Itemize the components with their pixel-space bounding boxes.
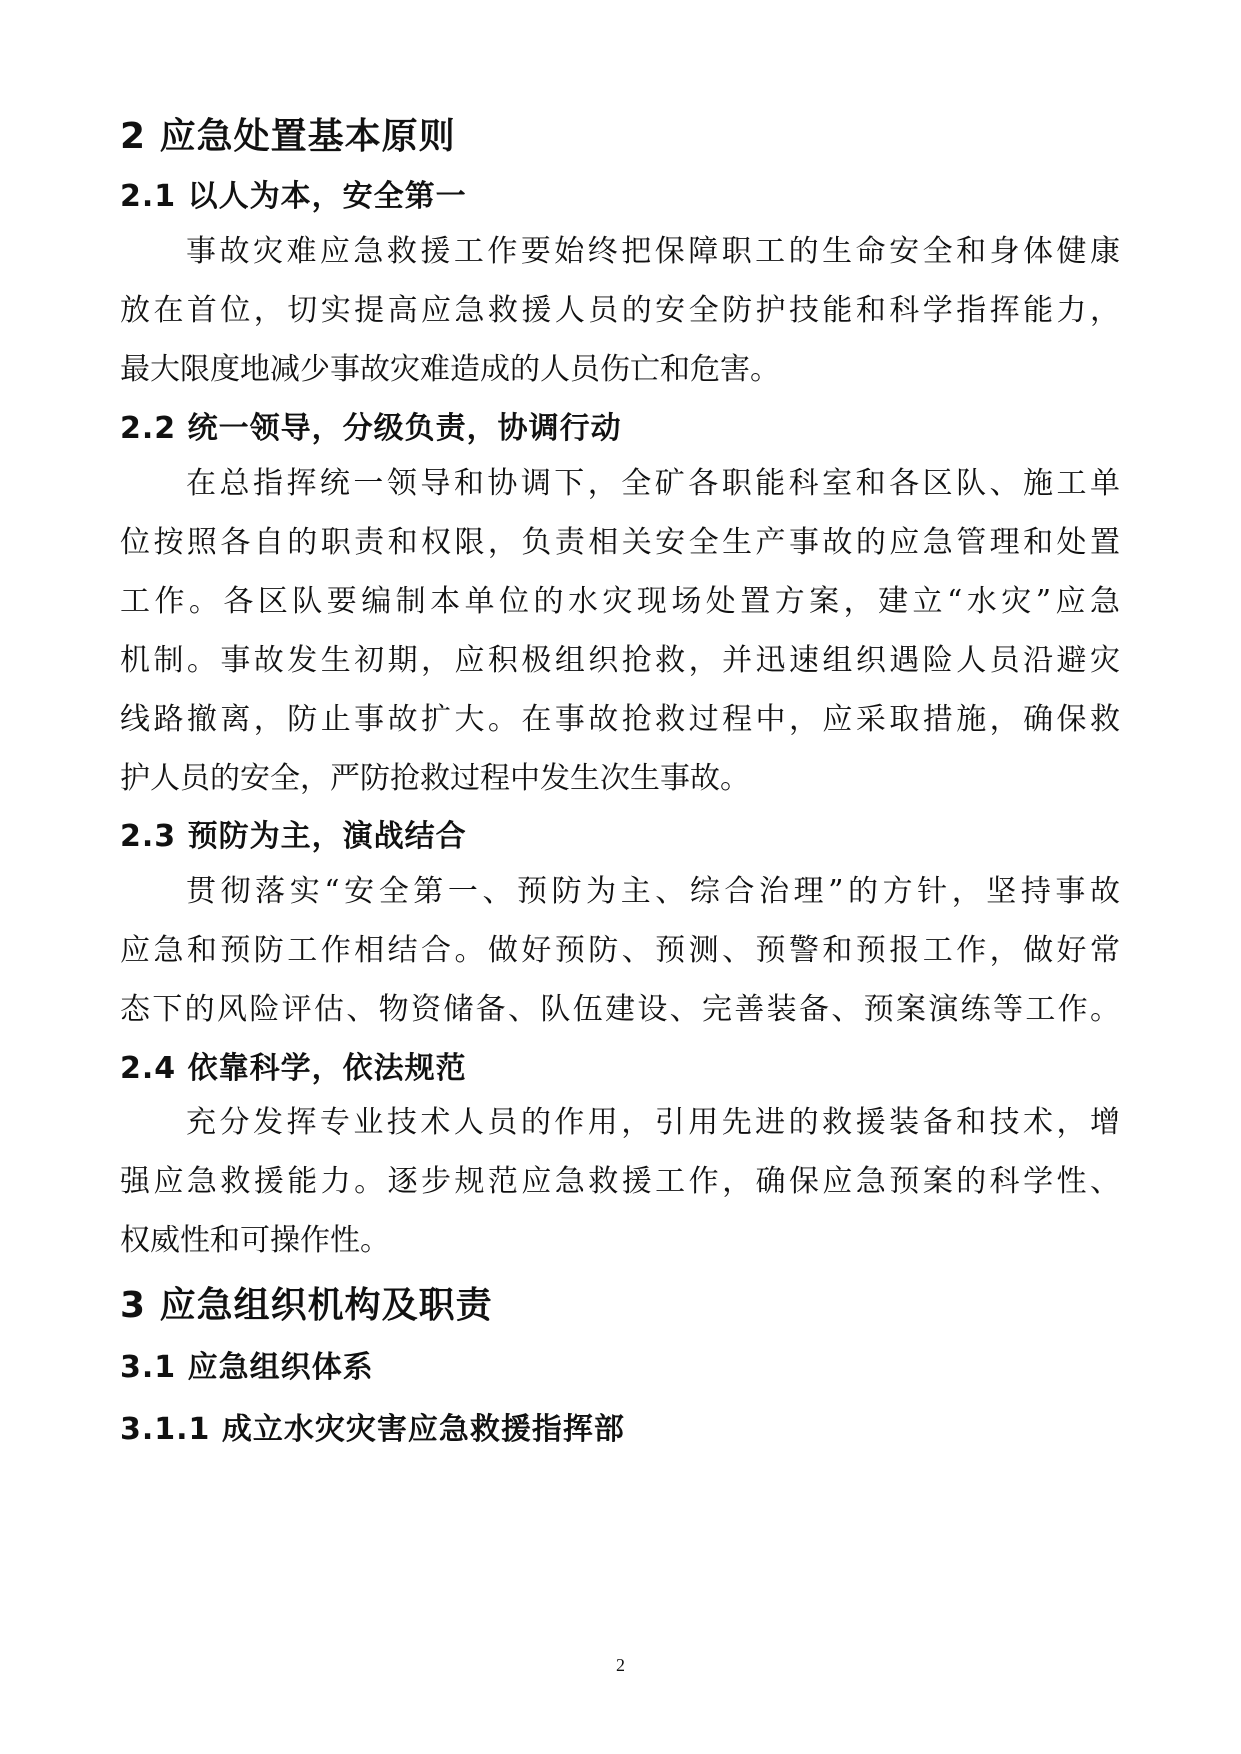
paragraph-line: 放在首位，切实提高应急救援人员的安全防护技能和科学指挥能力， [120,293,1120,328]
heading-2-3: 2.3 预防为主，演战结合 [120,819,467,854]
paragraph-line: 护人员的安全，严防抢救过程中发生次生事故。 [120,761,750,796]
paragraph-line: 应急和预防工作相结合。做好预防、预测、预警和预报工作，做好常 [120,933,1120,968]
paragraph-line: 位按照各自的职责和权限，负责相关安全生产事故的应急管理和处置 [120,525,1120,560]
heading-section-2: 2 应急处置基本原则 [120,116,456,157]
paragraph-line: 在总指挥统一领导和协调下，全矿各职能科室和各区队、施工单 [186,466,1120,501]
heading-2-1: 2.1 以人为本，安全第一 [120,179,467,214]
heading-3-1: 3.1 应急组织体系 [120,1350,374,1385]
paragraph-line: 事故灾难应急救援工作要始终把保障职工的生命安全和身体健康 [186,234,1120,269]
heading-section-3: 3 应急组织机构及职责 [120,1285,493,1326]
paragraph-line: 权威性和可操作性。 [120,1223,390,1258]
paragraph-line: 机制。事故发生初期，应积极组织抢救，并迅速组织遇险人员沿避灾 [120,643,1120,678]
paragraph-line: 最大限度地减少事故灾难造成的人员伤亡和危害。 [120,352,780,387]
paragraph-line: 态下的风险评估、物资储备、队伍建设、完善装备、预案演练等工作。 [120,992,1120,1027]
paragraph-line: 强应急救援能力。逐步规范应急救援工作，确保应急预案的科学性、 [120,1164,1120,1199]
paragraph-line: 贯彻落实“安全第一、预防为主、综合治理”的方针，坚持事故 [186,874,1120,909]
page-number: 2 [616,1655,625,1675]
paragraph-line: 充分发挥专业技术人员的作用，引用先进的救援装备和技术，增 [186,1105,1120,1140]
heading-2-2: 2.2 统一领导，分级负责，协调行动 [120,411,622,446]
paragraph-line: 线路撤离，防止事故扩大。在事故抢救过程中，应采取措施，确保救 [120,702,1120,737]
heading-3-1-1: 3.1.1 成立水灾灾害应急救援指挥部 [120,1412,625,1447]
heading-2-4: 2.4 依靠科学，依法规范 [120,1051,467,1086]
paragraph-line: 工作。各区队要编制本单位的水灾现场处置方案，建立“水灾”应急 [120,584,1120,619]
